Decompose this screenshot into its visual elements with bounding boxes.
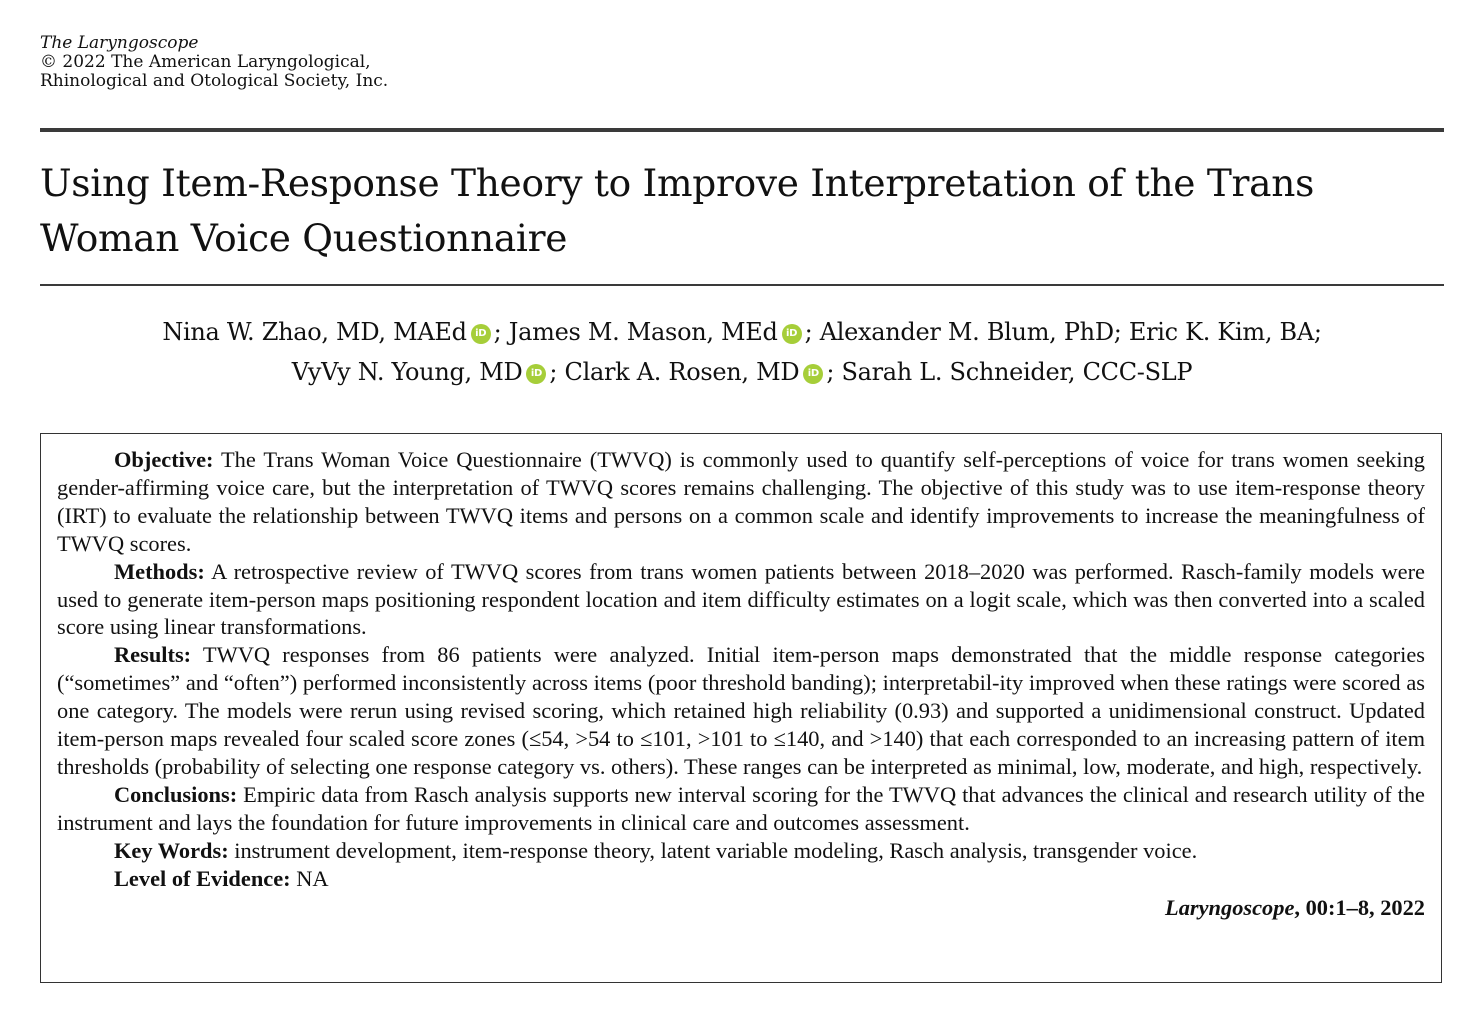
copyright-line-2: Rhinological and Otological Society, Inc. [40,71,389,91]
results-text: TWVQ responses from 86 patients were analyzed. Initial item-person maps demonstrated that the middle response categories (“sometimes” and “often”) performed inconsistently across items (poor threshold banding); interpretabil-ity improved when these ratings were scored as one category. The models were rerun using revised scoring, which retained high reliability (0.93) and supported a unidimensional construct. Updated item-person maps revealed four scaled score zones (≤54, >54 to ≤101, >101 to ≤140, and >140) that each corresponded to an increasing pattern of item thresholds (probability of selecting one response category vs. others). These ranges can be interpreted as minimal, low, moderate, and high, respectively. [57,642,1425,779]
abstract-conclusions [57,781,1425,837]
methods-label: Methods: [114,558,205,584]
author-list [40,312,1444,392]
top-rule [40,128,1444,132]
abstract-methods [57,558,1425,642]
title-rule [40,284,1444,286]
abstract-box [40,433,1442,983]
author-name: Nina W. Zhao, MD, MAEd [162,318,467,346]
abstract-objective [57,446,1425,558]
conclusions-text: Empiric data from Rasch analysis supports new interval scoring for the TWVQ that advances the clinical and research utility of the instrument and lays the foundation for future improvements in clinical care and outcomes assessment. [57,781,1425,835]
author-separator: ; [826,358,835,386]
abstract-results [57,641,1425,781]
author-name: Alexander M. Blum, PhD; Eric K. Kim, BA; [812,318,1322,346]
author-line-2 [40,352,1444,392]
citation-details: , 00:1–8, 2022 [1294,894,1425,920]
abstract-evidence [57,865,1425,893]
methods-text: A retrospective review of TWVQ scores from trans women patients between 2018–2020 was performed. Rasch-family models were used to generate item-person maps positioning respondent location and item difficulty estimates on a logit scale, which was then converted into a scaled score using linear transformations. [57,558,1425,640]
author-name: James M. Mason, MEd [501,318,778,346]
objective-label: Objective: [114,447,214,472]
evidence-text: NA [290,865,329,891]
journal-name: The Laryngoscope [40,33,199,53]
author-separator: ; [549,358,558,386]
keywords-text: instrument development, item-response theory, latent variable modeling, Rasch analysis, transgender voice. [228,837,1198,863]
orcid-icon[interactable]: iD [526,364,546,384]
author-name: VyVy N. Young, MD [291,358,523,386]
citation-journal: Laryngoscope [1165,894,1295,920]
author-line-1 [40,312,1444,352]
author-name: Sarah L. Schneider, CCC-SLP [834,358,1193,386]
copyright-line-1: © 2022 The American Laryngological, [40,52,371,72]
keywords-label: Key Words: [114,837,229,863]
citation [57,894,1425,922]
orcid-icon[interactable]: iD [471,324,491,344]
abstract-keywords [57,837,1425,865]
journal-header [40,34,388,91]
article-title: Using Item-Response Theory to Improve Interpretation of the Trans Woman Voice Questionnaire [40,161,1315,260]
author-separator: ; [493,318,502,346]
orcid-icon[interactable]: iD [803,364,823,384]
author-name: Clark A. Rosen, MD [557,358,800,386]
orcid-icon[interactable]: iD [782,324,802,344]
conclusions-label: Conclusions: [114,781,238,807]
results-label: Results: [114,642,192,668]
evidence-label: Level of Evidence: [114,865,291,891]
objective-text: The Trans Woman Voice Questionnaire (TWVQ) is commonly used to quantify self-perceptions of voice for trans women seeking gender-affirming voice care, but the interpretation of TWVQ scores remains challenging. The objective of this study was to use item-response theory (IRT) to evaluate the relationship between TWVQ items and persons on a common scale and identify improvements to increase the meaningfulness of TWVQ scores. [57,447,1425,556]
author-separator: ; [804,318,813,346]
